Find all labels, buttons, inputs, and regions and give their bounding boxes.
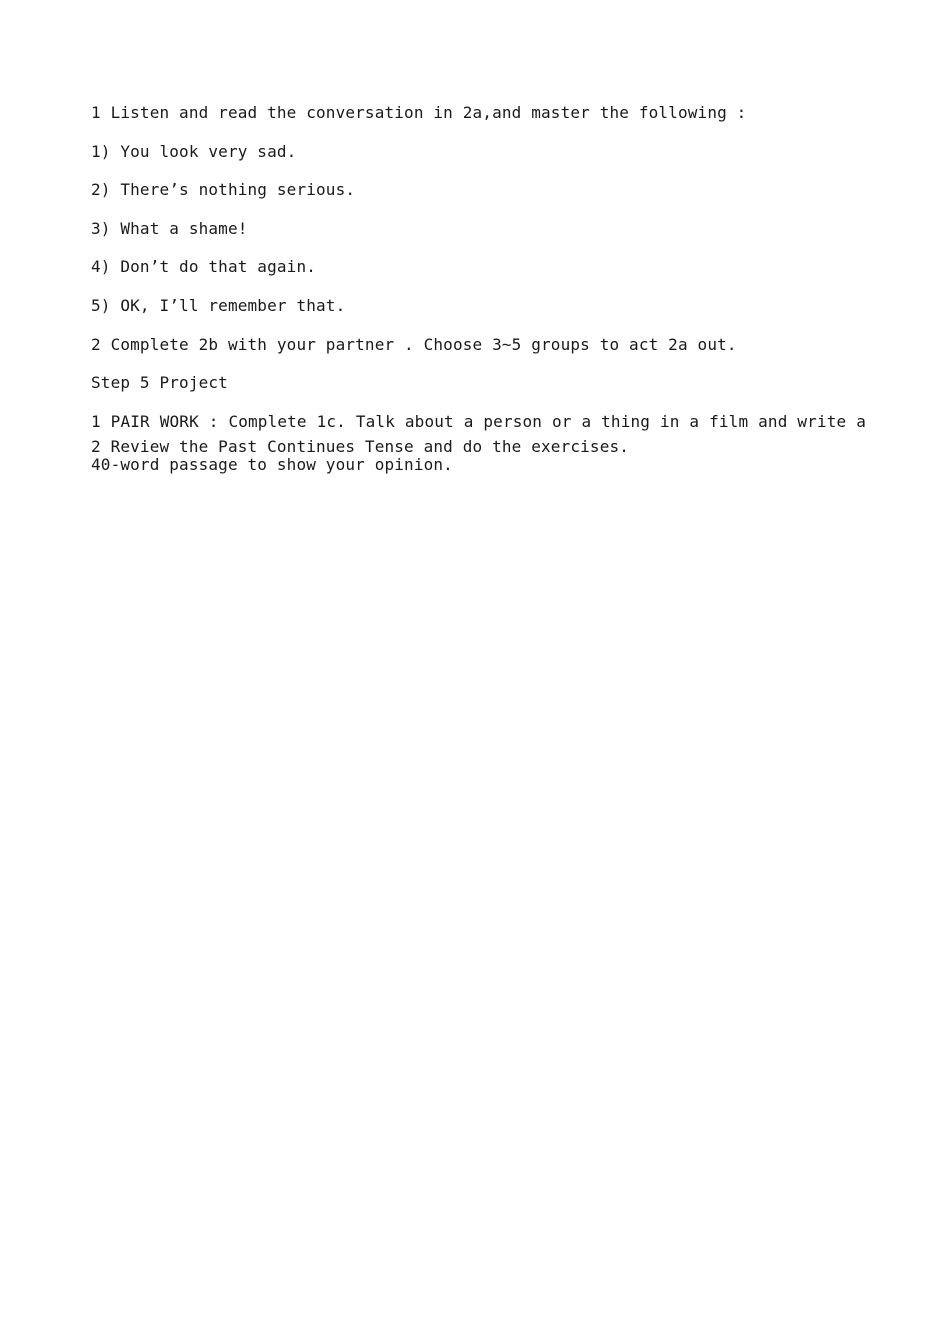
phrase-4: 4) Don’t do that again.: [91, 257, 317, 277]
review-instruction: 2 Review the Past Continues Tense and do the exercises.: [91, 436, 630, 456]
phrase-2: 2) There’s nothing serious.: [91, 180, 356, 200]
instruction-listen-read: 1 Listen and read the conversation in 2a,and master the following :: [91, 103, 747, 122]
instruction-complete-2b: 2 Complete 2b with your partner . Choose 3~5 groups to act 2a out.: [91, 334, 737, 354]
phrase-5: 5) OK, I’ll remember that.: [91, 295, 346, 315]
step-heading: Step 5 Project: [91, 373, 228, 393]
document-body: [91, 101, 866, 473]
phrase-3: 3) What a shame!: [91, 218, 248, 238]
pair-work-instruction: 1 PAIR WORK : Complete 1c. Talk about a person or a thing in a film and write a 40-word passage to show your opinion.: [91, 412, 866, 475]
phrase-1: 1) You look very sad.: [91, 141, 297, 161]
